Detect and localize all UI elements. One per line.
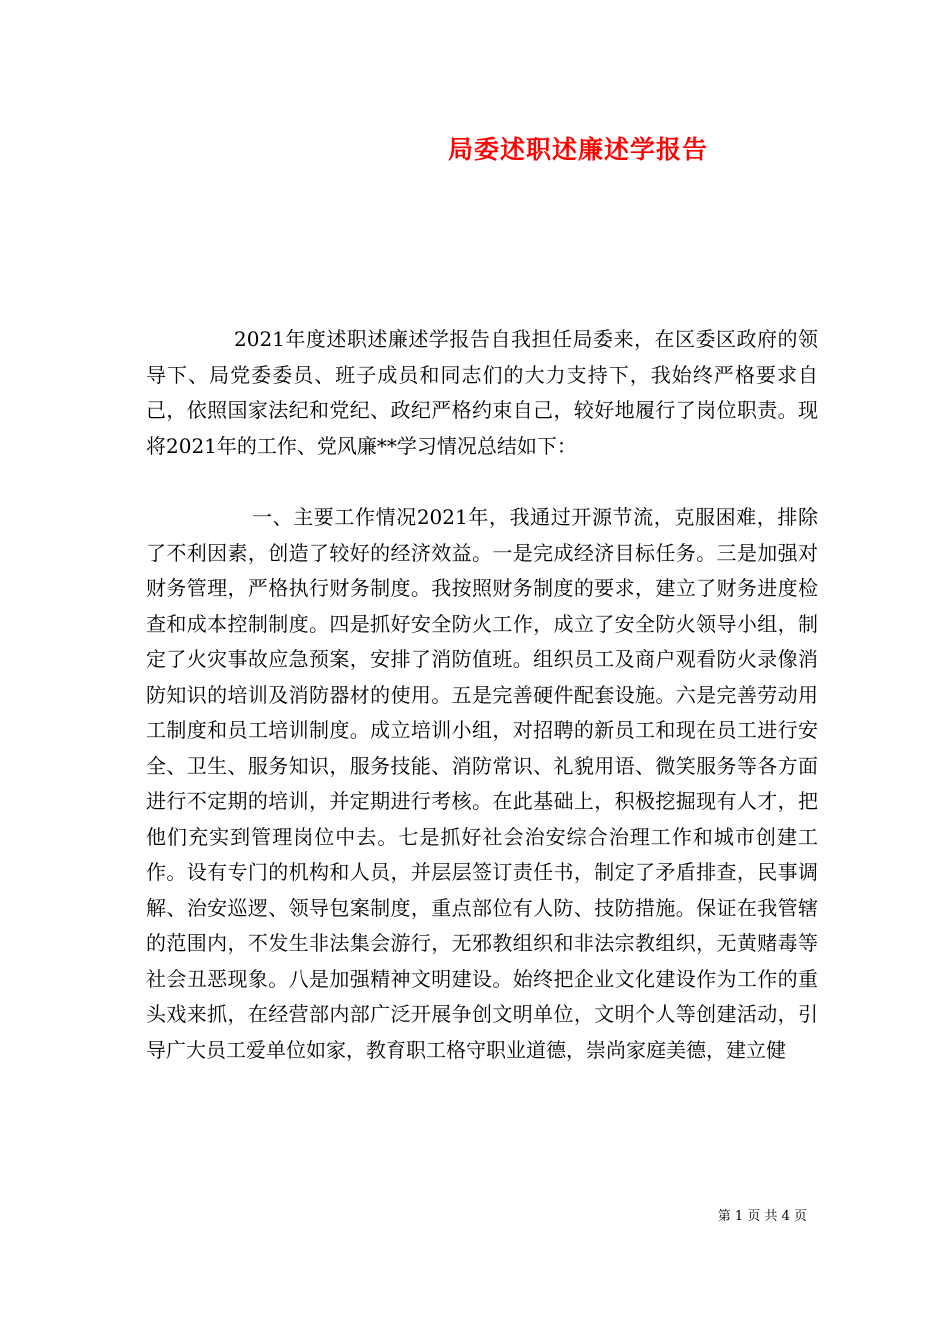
paragraph-intro: 2021年度述职述廉述学报告自我担任局委来，在区委区政府的领导下、局党委委员、班子成员和同志们的大力支持下，我始终严格要求自己，依照国家法纪和党纪、政纪严格约束自己，较好地履行了岗位职责。现将2021年的工作、党风廉**学习情况总结如下：	[146, 327, 818, 458]
document-title: 局委述职述廉述学报告	[447, 135, 708, 164]
page-number-footer: 第 1 页 共 4 页	[717, 1209, 807, 1224]
paragraph-work-summary: 一、主要工作情况2021年，我通过开源节流，克服困难，排除了不利因素，创造了较好的经济效益。一是完成经济目标任务。三是加强对财务管理，严格执行财务制度。我按照财务制度的要求，建立了财务进度检查和成本控制制度。四是抓好安全防火工作，成立了安全防火领导小组，制定了火灾事故应急预案，安排了消防值班。组织员工及商户观看防火录像消防知识的培训及消防器材的使用。五是完善硬件配套设施。六是完善劳动用工制度和员工培训制度。成立培训小组，对招聘的新员工和现在员工进行安全、卫生、服务知识，服务技能、消防常识、礼貌用语、微笑服务等各方面进行不定期的培训，并定期进行考核。在此基础上，积极挖掘现有人才，把他们充实到管理岗位中去。七是抓好社会治安综合治理工作和城市创建工作。设有专门的机构和人员，并层层签订责任书，制定了矛盾排查，民事调解、治安巡逻、领导包案制度，重点部位有人防、技防措施。保证在我管辖的范围内，不发生非法集会游行，无邪教组织和非法宗教组织，无黄赌毒等社会丑恶现象。八是加强精神文明建设。始终把企业文化建设作为工作的重头戏来抓，在经营部内部广泛开展争创文明单位，文明个人等创建活动，引导广大员工爱单位如家，教育职工格守职业道德，崇尚家庭美德，建立健	[146, 505, 818, 1062]
